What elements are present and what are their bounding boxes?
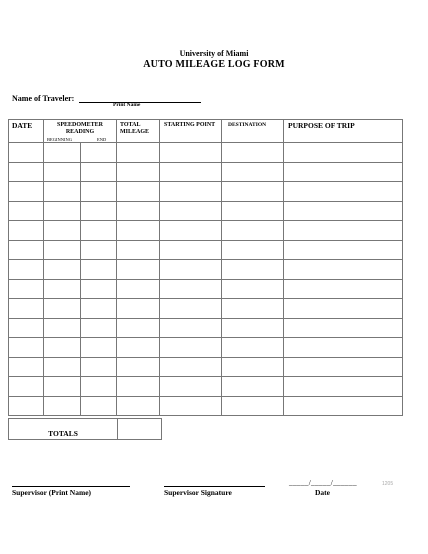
table-cell[interactable] <box>284 357 403 377</box>
table-cell[interactable] <box>44 143 81 163</box>
table-cell[interactable] <box>160 377 222 397</box>
table-cell[interactable] <box>44 260 81 280</box>
table-cell[interactable] <box>222 143 284 163</box>
table-cell[interactable] <box>160 338 222 358</box>
table-cell[interactable] <box>44 279 81 299</box>
totals-label: TOTALS <box>9 419 118 440</box>
table-row <box>9 240 403 260</box>
table-row <box>9 162 403 182</box>
table-cell[interactable] <box>160 260 222 280</box>
speedometer-beginning-label: BEGINNING <box>47 137 72 142</box>
table-cell[interactable] <box>9 338 44 358</box>
table-cell[interactable] <box>44 357 81 377</box>
table-cell[interactable] <box>9 143 44 163</box>
table-cell[interactable] <box>117 260 160 280</box>
table-cell[interactable] <box>222 338 284 358</box>
mileage-log-table <box>8 119 403 416</box>
table-cell[interactable] <box>284 279 403 299</box>
table-cell[interactable] <box>222 162 284 182</box>
supervisor-name-label: Supervisor (Print Name) <box>12 488 92 497</box>
table-cell[interactable] <box>284 260 403 280</box>
header-destination: DESTINATION <box>222 120 284 143</box>
supervisor-name-line[interactable] <box>12 486 130 487</box>
table-row <box>9 143 403 163</box>
table-cell[interactable] <box>44 162 81 182</box>
table-cell[interactable] <box>222 318 284 338</box>
table-cell[interactable] <box>117 162 160 182</box>
table-cell[interactable] <box>284 221 403 241</box>
table-cell[interactable] <box>81 357 117 377</box>
table-cell[interactable] <box>284 396 403 416</box>
table-cell[interactable] <box>117 221 160 241</box>
table-cell[interactable] <box>9 396 44 416</box>
speedometer-label: SPEEDOMETER READING <box>56 122 103 135</box>
table-cell[interactable] <box>117 240 160 260</box>
table-cell[interactable] <box>81 299 117 319</box>
supervisor-signature-label: Supervisor Signature <box>164 488 232 497</box>
table-cell[interactable] <box>9 182 44 202</box>
table-cell[interactable] <box>117 182 160 202</box>
table-cell[interactable] <box>222 377 284 397</box>
table-cell[interactable] <box>284 338 403 358</box>
table-cell[interactable] <box>81 338 117 358</box>
table-cell[interactable] <box>117 338 160 358</box>
table-cell[interactable] <box>160 162 222 182</box>
header-date: DATE <box>9 120 44 143</box>
table-cell[interactable] <box>284 143 403 163</box>
table-cell[interactable] <box>117 279 160 299</box>
table-cell[interactable] <box>9 299 44 319</box>
table-cell[interactable] <box>160 299 222 319</box>
table-cell[interactable] <box>117 318 160 338</box>
table-cell[interactable] <box>117 357 160 377</box>
table-cell[interactable] <box>160 143 222 163</box>
table-cell[interactable] <box>81 162 117 182</box>
table-cell[interactable] <box>222 396 284 416</box>
table-cell[interactable] <box>284 318 403 338</box>
table-cell[interactable] <box>44 182 81 202</box>
table-cell[interactable] <box>81 396 117 416</box>
table-cell[interactable] <box>81 318 117 338</box>
table-row <box>9 279 403 299</box>
table-cell[interactable] <box>9 162 44 182</box>
table-cell[interactable] <box>44 299 81 319</box>
table-cell[interactable] <box>81 377 117 397</box>
table-cell[interactable] <box>44 396 81 416</box>
table-cell[interactable] <box>81 143 117 163</box>
table-cell[interactable] <box>222 182 284 202</box>
table-cell[interactable] <box>9 260 44 280</box>
table-cell[interactable] <box>9 240 44 260</box>
table-row <box>9 260 403 280</box>
table-row <box>9 299 403 319</box>
header-purpose: PURPOSE OF TRIP <box>284 120 403 143</box>
table-cell[interactable] <box>222 299 284 319</box>
table-cell[interactable] <box>284 162 403 182</box>
table-cell[interactable] <box>9 221 44 241</box>
table-cell[interactable] <box>9 318 44 338</box>
table-row <box>9 182 403 202</box>
table-cell[interactable] <box>222 357 284 377</box>
table-cell[interactable] <box>222 221 284 241</box>
table-row <box>9 396 403 416</box>
table-cell[interactable] <box>160 396 222 416</box>
table-row <box>9 377 403 397</box>
table-cell[interactable] <box>81 182 117 202</box>
table-cell[interactable] <box>81 221 117 241</box>
table-cell[interactable] <box>284 182 403 202</box>
header-total-mileage: TOTAL MILEAGE <box>117 120 160 143</box>
header-speedometer <box>44 120 117 143</box>
header-starting-point: STARTING POINT <box>160 120 222 143</box>
table-cell[interactable] <box>160 240 222 260</box>
table-cell[interactable] <box>117 377 160 397</box>
table-row <box>9 338 403 358</box>
table-cell[interactable] <box>44 318 81 338</box>
table-row <box>9 201 403 221</box>
table-cell[interactable] <box>9 357 44 377</box>
table-cell[interactable] <box>117 201 160 221</box>
date-field[interactable]: _____/_____/______ <box>289 478 357 487</box>
date-label: Date <box>315 488 330 497</box>
totals-table <box>8 418 162 440</box>
table-cell[interactable] <box>44 221 81 241</box>
table-cell[interactable] <box>284 240 403 260</box>
table-cell[interactable] <box>284 201 403 221</box>
table-cell[interactable] <box>9 377 44 397</box>
table-cell[interactable] <box>160 357 222 377</box>
table-cell[interactable] <box>81 240 117 260</box>
table-cell[interactable] <box>222 240 284 260</box>
table-cell[interactable] <box>44 377 81 397</box>
table-cell[interactable] <box>160 221 222 241</box>
table-row <box>9 357 403 377</box>
table-cell[interactable] <box>44 338 81 358</box>
table-cell[interactable] <box>117 143 160 163</box>
table-cell[interactable] <box>117 299 160 319</box>
supervisor-signature-line[interactable] <box>164 486 265 487</box>
table-cell[interactable] <box>81 279 117 299</box>
table-cell[interactable] <box>44 240 81 260</box>
speedometer-end-label: END <box>97 137 107 142</box>
table-cell[interactable] <box>9 279 44 299</box>
table-cell[interactable] <box>117 396 160 416</box>
table-cell[interactable] <box>222 260 284 280</box>
table-cell[interactable] <box>81 260 117 280</box>
organization-name: University of Miami <box>179 49 249 58</box>
table-cell[interactable] <box>284 377 403 397</box>
table-cell[interactable] <box>81 201 117 221</box>
table-header-row <box>9 120 403 143</box>
table-cell[interactable] <box>160 279 222 299</box>
table-cell[interactable] <box>160 318 222 338</box>
table-cell[interactable] <box>222 279 284 299</box>
table-cell[interactable] <box>222 201 284 221</box>
totals-mileage-cell[interactable] <box>118 419 162 440</box>
print-name-caption: Print Name <box>113 102 141 108</box>
table-row <box>9 221 403 241</box>
table-cell[interactable] <box>284 299 403 319</box>
form-title: AUTO MILEAGE LOG FORM <box>143 59 285 70</box>
table-cell[interactable] <box>160 182 222 202</box>
table-cell[interactable] <box>44 201 81 221</box>
table-cell[interactable] <box>160 201 222 221</box>
traveler-label: Name of Traveler: <box>12 94 75 103</box>
table-row <box>9 318 403 338</box>
table-cell[interactable] <box>9 201 44 221</box>
form-code: 1205 <box>382 481 394 487</box>
